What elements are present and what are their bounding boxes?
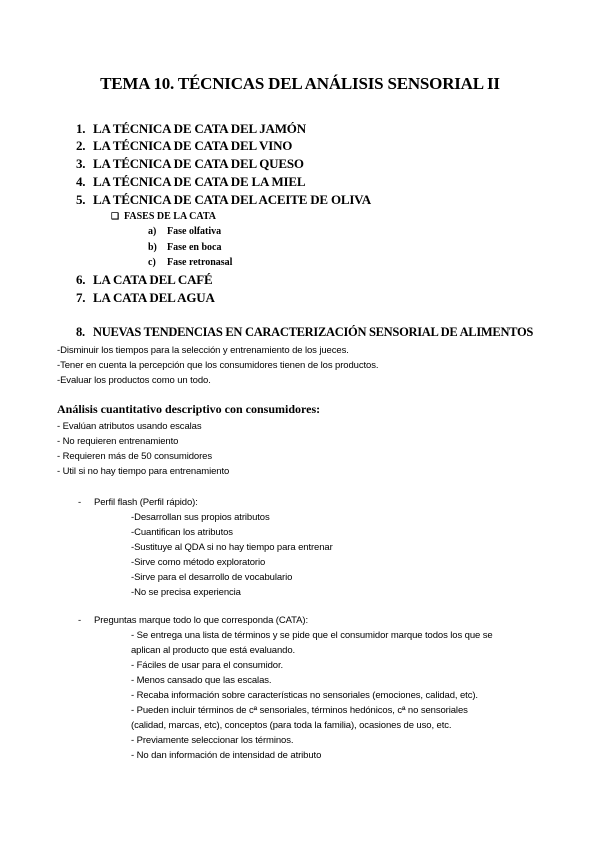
- toc-item: [76, 192, 371, 208]
- cata-line: aplican al producto que está evaluando.: [131, 645, 296, 656]
- cata-line: - Pueden incluir términos de cª sensoriales, términos hedónicos, cª no sensoriales: [131, 705, 468, 716]
- toc-number: 8.: [76, 325, 85, 339]
- toc-label: LA TÉCNICA DE CATA DEL VINO: [93, 138, 293, 153]
- flash-line: -Desarrollan sus propios atributos: [131, 512, 270, 523]
- toc-number: 3.: [76, 156, 86, 171]
- toc-label: LA TÉCNICA DE CATA DEL JAMÓN: [93, 121, 306, 136]
- toc-number: 6.: [76, 272, 86, 287]
- toc-label: NUEVAS TENDENCIAS EN CARACTERIZACIÓN SENSORIAL DE ALIMENTOS: [93, 325, 534, 339]
- qda-line: - Util si no hay tiempo para entrenamiento: [57, 466, 230, 477]
- cata-dash: -: [78, 615, 82, 626]
- phase-letter: a): [148, 226, 157, 237]
- checkbox-bullet-icon: ❑: [111, 211, 120, 221]
- page-title: TEMA 10. TÉCNICAS DEL ANÁLISIS SENSORIAL II: [100, 74, 500, 93]
- cata-line: - Fáciles de usar para el consumidor.: [131, 660, 284, 671]
- phases-heading: ❑ FASES DE LA CATA: [111, 211, 216, 222]
- phase-item: [148, 226, 221, 237]
- phase-item: [148, 242, 221, 253]
- intro-line: -Disminuir los tiempos para la selección y entrenamiento de los jueces.: [57, 345, 349, 356]
- flash-line: -No se precisa experiencia: [131, 587, 241, 598]
- phase-item: [148, 257, 232, 268]
- toc-item: [76, 174, 305, 190]
- cata-line: - Se entrega una lista de términos y se pide que el consumidor marque todos los que se: [131, 630, 493, 641]
- toc-label: LA TÉCNICA DE CATA DEL QUESO: [93, 156, 304, 171]
- cata-line: - Menos cansado que las escalas.: [131, 675, 272, 686]
- phase-letter: b): [148, 242, 157, 253]
- toc-number: 1.: [76, 121, 86, 136]
- qda-line: - No requieren entrenamiento: [57, 436, 179, 447]
- qda-line: - Evalúan atributos usando escalas: [57, 421, 202, 432]
- intro-line: -Tener en cuenta la percepción que los consumidores tienen de los productos.: [57, 360, 379, 371]
- phase-label: Fase retronasal: [167, 257, 233, 268]
- toc-number: 5.: [76, 192, 86, 207]
- toc-item: [76, 156, 304, 172]
- cata-line: - No dan información de intensidad de atributo: [131, 750, 322, 761]
- toc-number: 2.: [76, 138, 86, 153]
- flash-line: -Sirve como método exploratorio: [131, 557, 266, 568]
- flash-heading: Perfil flash (Perfil rápido):: [94, 497, 198, 508]
- flash-line: -Sirve para el desarrollo de vocabulario: [131, 572, 293, 583]
- flash-line: -Sustituye al QDA si no hay tiempo para entrenar: [131, 542, 333, 553]
- qda-heading: Análisis cuantitativo descriptivo con consumidores:: [57, 402, 321, 416]
- phase-label: Fase en boca: [167, 242, 222, 253]
- section-8-heading: [76, 325, 533, 340]
- toc-item: [76, 138, 292, 154]
- cata-line: - Previamente seleccionar los términos.: [131, 735, 294, 746]
- cata-line: (calidad, marcas, etc), conceptos (para toda la familia), ocasiones de uso, etc.: [131, 720, 452, 731]
- toc-label: LA TÉCNICA DE CATA DEL ACEITE DE OLIVA: [93, 192, 371, 207]
- qda-line: - Requieren más de 50 consumidores: [57, 451, 213, 462]
- toc-label: LA TÉCNICA DE CATA DE LA MIEL: [93, 174, 306, 189]
- cata-line: - Recaba información sobre características no sensoriales (emociones, calidad, etc).: [131, 690, 478, 701]
- toc-item: [76, 121, 306, 137]
- flash-dash: -: [78, 497, 82, 508]
- toc-item: [76, 290, 215, 306]
- toc-label: LA CATA DEL AGUA: [93, 290, 215, 305]
- flash-line: -Cuantifican los atributos: [131, 527, 233, 538]
- toc-label: LA CATA DEL CAFÉ: [93, 272, 213, 287]
- toc-number: 7.: [76, 290, 86, 305]
- cata-heading: Preguntas marque todo lo que corresponda (CATA):: [94, 615, 308, 626]
- phase-letter: c): [148, 257, 156, 268]
- toc-item: [76, 272, 212, 288]
- toc-number: 4.: [76, 174, 86, 189]
- intro-line: -Evaluar los productos como un todo.: [57, 375, 211, 386]
- phase-label: Fase olfativa: [167, 226, 222, 237]
